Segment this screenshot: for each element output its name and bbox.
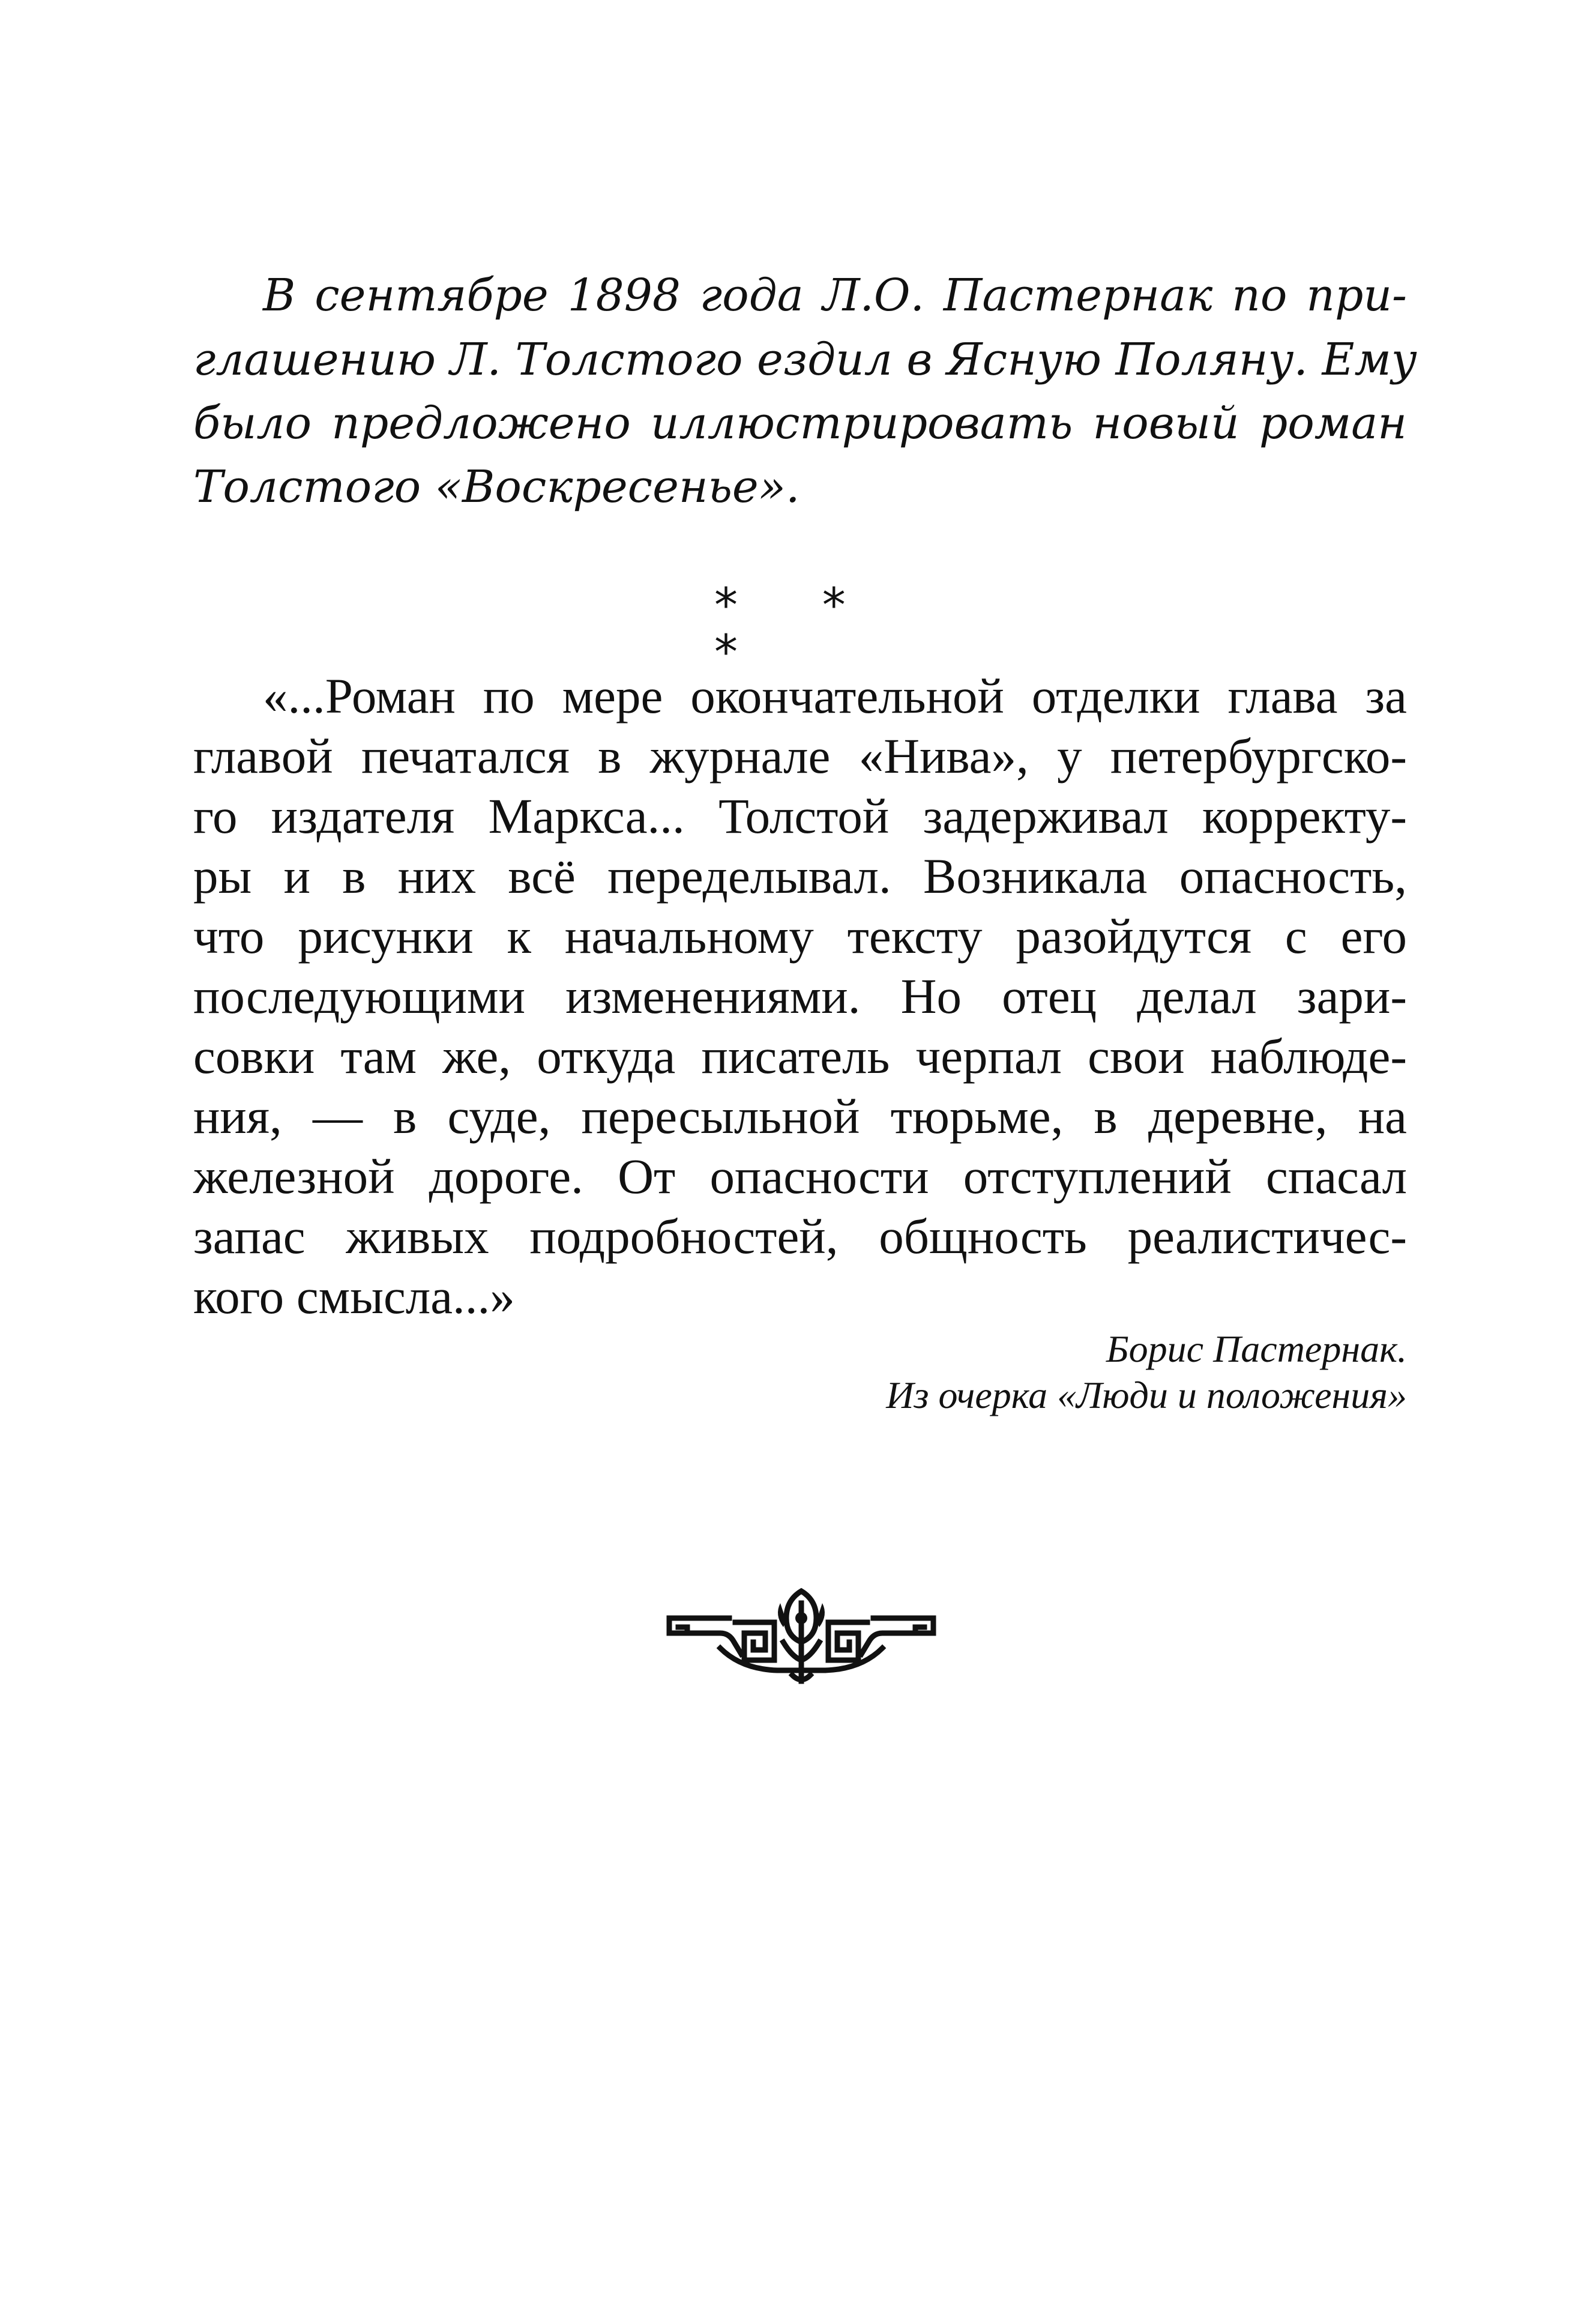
intro-line: Толстого «Воскресенье». bbox=[193, 461, 800, 513]
quote-line: го издателя Маркса... Толстой задерживал корректу- bbox=[193, 788, 1407, 844]
quote-line: что рисунки к начальному тексту разойдутся с его bbox=[193, 908, 1407, 964]
quote-line: ры и в них всё переделывал. Возникала опасность, bbox=[193, 848, 1407, 904]
intro-line: было предложено иллюстрировать новый роман bbox=[193, 397, 1407, 449]
quote-line: запас живых подробностей, общность реалистичес- bbox=[193, 1209, 1407, 1264]
quote-line: кого смысла...» bbox=[193, 1269, 515, 1324]
section-separator: * * * bbox=[714, 579, 881, 680]
quote-line: главой печатался в журнале «Нива», у петербургско- bbox=[193, 728, 1407, 784]
quote-line: последующими изменениями. Но отец делал зари- bbox=[193, 968, 1407, 1024]
quote-line: железной дороге. От опасности отступлений спасал bbox=[193, 1149, 1407, 1204]
quote-line: ния, — в суде, пересыльной тюрьме, в деревне, на bbox=[193, 1089, 1407, 1144]
intro-line: В сентябре 1898 года Л.О. Пастернак по при- bbox=[263, 270, 1407, 321]
attribution-author: Борис Пастернак. bbox=[1106, 1328, 1407, 1370]
attribution-source: Из очерка «Люди и положения» bbox=[886, 1374, 1407, 1416]
quote-line: совки там же, откуда писатель черпал свои наблюде- bbox=[193, 1029, 1407, 1084]
intro-line: глашению Л. Толстого ездил в Ясную Поляну. Ему bbox=[193, 334, 1417, 385]
meander-ornament-icon bbox=[663, 1585, 939, 1687]
quote-line: «...Роман по мере окончательной отделки глава за bbox=[263, 668, 1407, 723]
